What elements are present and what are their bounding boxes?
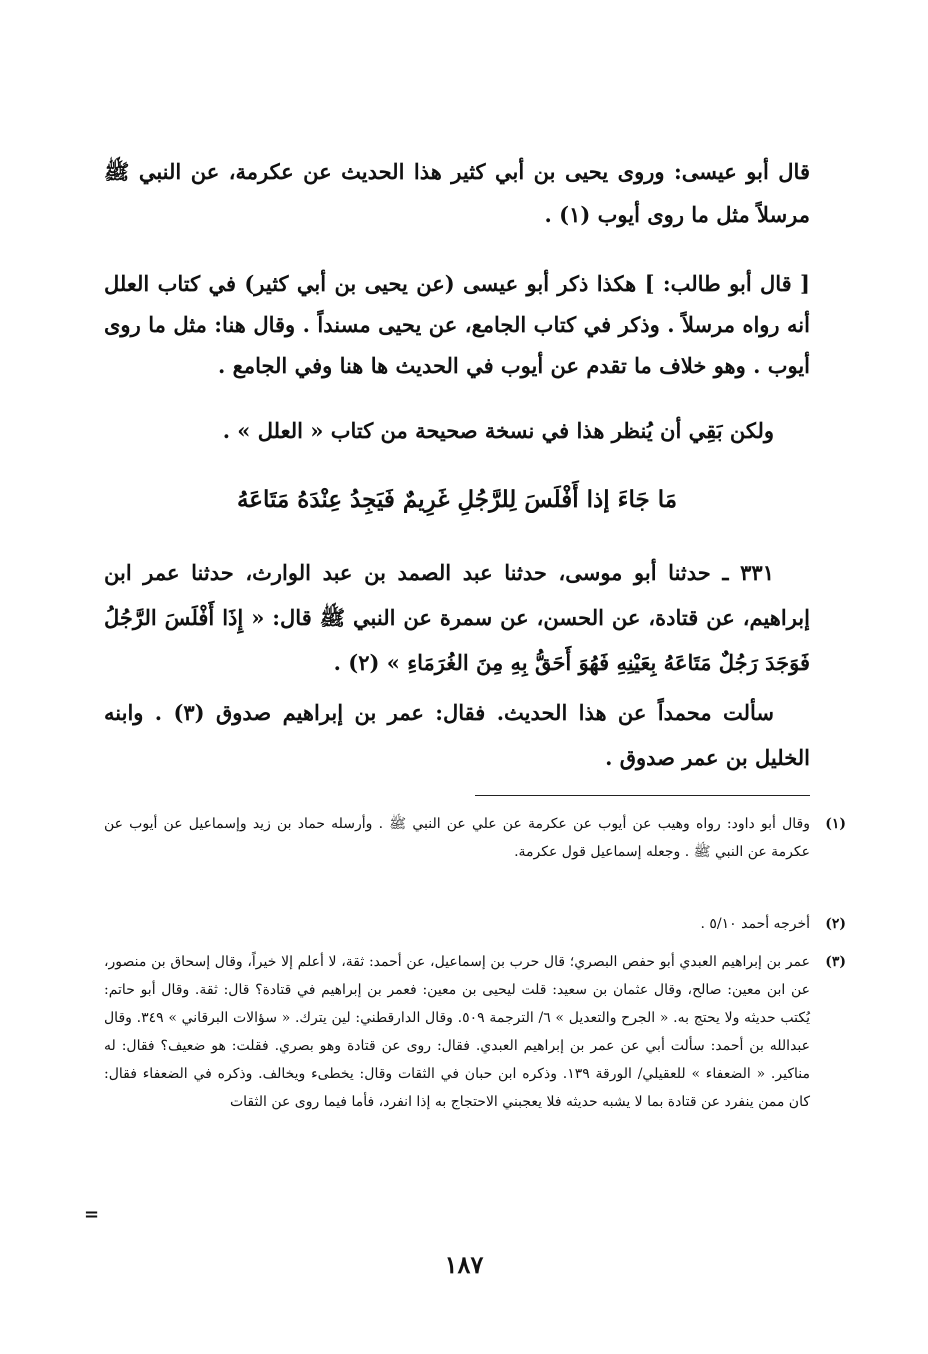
footnote-text: أخرجه أحمد ٥/١٠ .: [700, 916, 810, 932]
paragraph-abu-talib-comment: [ قال أبو طالب: ] هكذا ذكر أبو عيسى (عن يحيى بن أبي كثير) في كتاب العلل أنه رواه مرسلاً . وذكر في كتاب الجامع، عن يحيى مسنداً . وقال هنا: مثل ما روى أيوب . وهو خلاف ما تقدم عن أيوب في الحديث ها هنا وفي الجامع .: [104, 271, 810, 378]
continuation-mark: =: [84, 1204, 100, 1225]
paragraph-abu-isa-note: قال أبو عيسى: وروى يحيى بن أبي كثير هذا الحديث عن عكرمة، عن النبي ﷺ مرسلاً مثل ما روى أيوب (١) .: [104, 159, 810, 227]
footnote-1: [104, 810, 846, 866]
footnote-number: (٢): [825, 916, 846, 932]
footnote-3: [104, 948, 846, 1116]
footnote-text: عمر بن إبراهيم العبدي أبو حفص البصري؛ قال حرب بن إسماعيل، عن أحمد: ثقة، لا أعلم إلا خيراً، وقال إسحاق بن منصور، عن ابن معين: صالح، وقال عثمان بن سعيد: قلت ليحيى بن معين: فعمر بن إبراهيم في قتادة؟ قال: ثقة. وقال أبو حاتم: يُكتب حديثه ولا يحتج به. « الجرح والتعديل » ٦/ الترجمة ٥٠٩. وقال الدارقطني: لين يترك. « سؤالات البرقاني » ٣٤٩. وقال عبدالله بن أحمد: سألت أبي عن عمر بن إبراهيم العبدي. فقال: روى عن قتادة وهو بصري. فقلت: هو ضعيف؟ فقال: له مناكير. « الضعفاء » للعقيلي/ الورقة ١٣٩. وذكره ابن حبان في الثقات وقال: يخطىء ويخالف. وذكره في الضعفاء فقال: كان ممن ينفرد عن قتادة بما لا يشبه حديثه فلا يعجبني الاحتجاج به إذا انفرد، فأما فيما روى عن الثقات: [104, 954, 811, 1110]
footnote-number: (٣): [825, 954, 846, 970]
chapter-heading: مَا جَاءَ إذا أَفْلَسَ لِلرَّجُلِ غَرِيمٌ فَيَجِدُ عِنْدَهُ مَتَاعَهُ: [236, 486, 678, 513]
footnote-number: (١): [825, 816, 846, 832]
footnote-divider: [475, 795, 810, 796]
footnote-2: [104, 910, 846, 938]
footnote-text: وقال أبو داود: رواه وهيب عن أيوب عن عكرمة عن علي عن النبي ﷺ . وأرسله حماد بن زيد وإسماعيل عن أيوب عن عكرمة عن النبي ﷺ . وجعله إسماعيل قول عكرمة.: [104, 816, 810, 860]
hadith-331: ٣٣١ ـ حدثنا أبو موسى، حدثنا عبد الصمد بن عبد الوارث، حدثنا عمر ابن إبراهيم، عن قتادة، عن الحسن، عن سمرة عن النبي ﷺ قال: « إِذَا أَفْلَسَ الرَّجُلُ فَوَجَدَ رَجُلٌ مَتَاعَهُ بِعَيْنِهِ فَهُوَ أَحَقُّ بِهِ مِنَ الغُرَمَاءِ » (٢) .: [104, 560, 810, 675]
paragraph-bukhari-question: سألت محمداً عن هذا الحديث. فقال: عمر بن إبراهيم صدوق (٣) . وابنه الخليل بن عمر صدوق .: [104, 700, 810, 770]
page-number: ١٨٧: [444, 1250, 484, 1279]
paragraph-verification-note: ولكن بَقِي أن يُنظر هذا في نسخة صحيحة من كتاب « العلل » .: [222, 418, 774, 443]
